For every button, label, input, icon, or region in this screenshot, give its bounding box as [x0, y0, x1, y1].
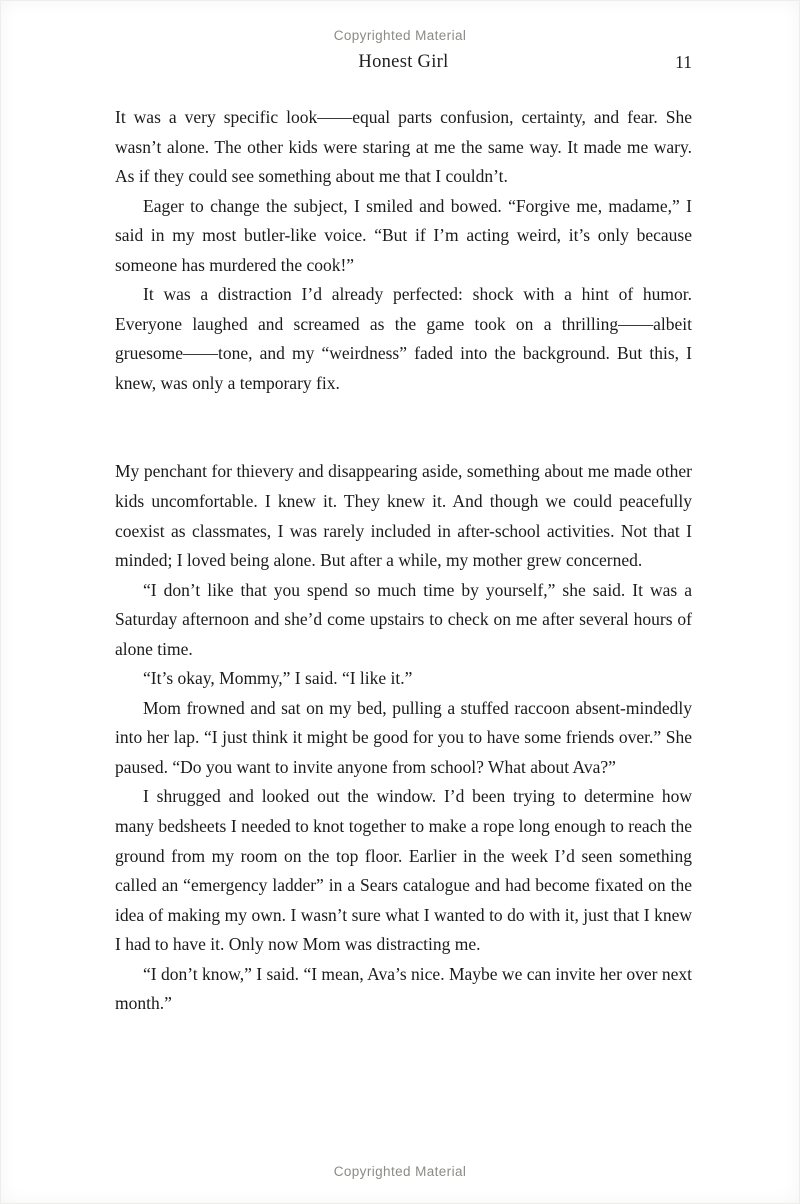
- paragraph: It was a distraction I’d already perfected: shock with a hint of humor. Everyone laughed and screamed as the game took on a thrilling——albeit gruesome——tone, and my “weirdness” faded into the background. But this, I knew, was only a temporary fix.: [115, 284, 692, 393]
- paragraph: Eager to change the subject, I smiled and bowed. “Forgive me, madame,” I said in my most butler-like voice. “But if I’m acting weird, it’s only because someone has murdered the cook!”: [115, 195, 692, 275]
- paragraph: “It’s okay, Mommy,” I said. “I like it.”: [143, 668, 413, 689]
- paragraph: “I don’t like that you spend so much time by yourself,” she said. It was a Saturday afternoon and she’d come upstairs to check on me after several hours of alone time.: [115, 579, 692, 659]
- copyright-watermark-top: Copyrighted Material: [333, 28, 467, 43]
- page-body: [115, 103, 692, 1019]
- paragraph: It was a very specific look——equal parts confusion, certainty, and fear. She wasn’t alone. The other kids were staring at me the same way. It made me wary. As if they could see something about me that I couldn’t.: [115, 107, 692, 187]
- paragraph: I shrugged and looked out the window. I’d been trying to determine how many bedsheets I needed to knot together to make a rope long enough to reach the ground from my room on the top floor. Earlier in the week I’d seen something called an “emergency ladder” in a Sears catalogue and had become fixated on the idea of making my own. I wasn’t sure what I wanted to do with it, just that I knew I had to have it. Only now Mom was distracting me.: [115, 786, 692, 955]
- paragraph: Mom frowned and sat on my bed, pulling a stuffed raccoon absent-mindedly into her lap. “I just think it might be good for you to have some friends over.” She paused. “Do you want to invite anyone from school? What about Ava?”: [115, 697, 692, 777]
- page-number: 11: [675, 52, 692, 72]
- paragraph: My penchant for thievery and disappearing aside, something about me made other kids uncomfortable. I knew it. They knew it. And though we could peacefully coexist as classmates, I was rarely included in after-school activities. Not that I minded; I loved being alone. But after a while, my mother grew concerned.: [115, 461, 692, 571]
- page-header: [115, 52, 692, 73]
- copyright-watermark-bottom: Copyrighted Material: [333, 1164, 467, 1179]
- paragraph: “I don’t know,” I said. “I mean, Ava’s nice. Maybe we can invite her over next month.”: [115, 963, 692, 1014]
- running-head-title: Honest Girl: [358, 52, 449, 72]
